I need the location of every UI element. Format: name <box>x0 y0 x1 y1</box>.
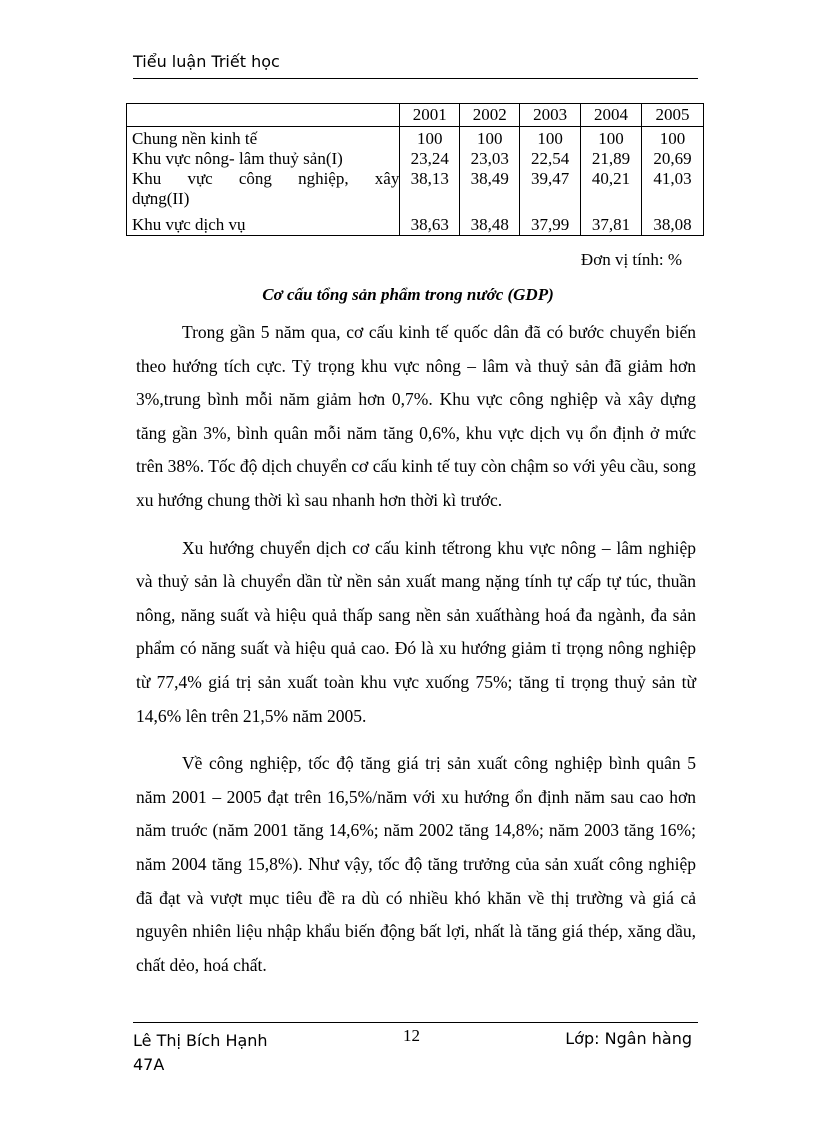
table-cell: 100 <box>581 127 642 150</box>
row-label-line: Khu vực công nghiệp, xây <box>132 169 400 188</box>
year-header: 2001 <box>400 104 460 127</box>
table-cell: 38,49 <box>460 169 520 209</box>
page-footer <box>133 1022 698 1074</box>
row-label: Chung nền kinh tế <box>127 127 400 150</box>
page-header <box>133 50 698 79</box>
paragraph: Xu hướng chuyển dịch cơ cấu kinh tếtrong khu vực nông – lâm nghiệp và thuỷ sản là chuyển dần từ nền sản xuất mang nặng tính tự cấp tự túc, thuần nông, năng suất và hiệu quả thấp sang nền sản xuấthàng hoá đa ngành, đa sản phẩm có năng suất và hiệu quả cao. Đó là xu hướng giảm tỉ trọng nông nghiệp từ 77,4% giá trị sản xuất toàn khu vực xuống 75%; tăng tỉ trọng thuỷ sản từ 14,6% lên trên 21,5% năm 2005. <box>136 537 696 726</box>
table-cell: 40,21 <box>581 169 642 209</box>
gdp-structure-table <box>126 103 704 236</box>
table-row <box>127 209 704 236</box>
table-cell: 100 <box>520 127 581 150</box>
table-header-row <box>127 104 704 127</box>
row-label-line: dựng(II) <box>132 189 190 208</box>
year-header: 2004 <box>581 104 642 127</box>
year-header: 2002 <box>460 104 520 127</box>
table-row <box>127 149 704 169</box>
footer-class: Lớp: Ngân hàng <box>565 1029 692 1048</box>
table-row <box>127 127 704 150</box>
table-cell: 100 <box>460 127 520 150</box>
table-cell: 100 <box>400 127 460 150</box>
row-label: Khu vực dịch vụ <box>127 209 400 236</box>
paragraph: Trong gần 5 năm qua, cơ cấu kinh tế quốc dân đã có bước chuyển biến theo hướng tích cực. Tỷ trọng khu vực nông – lâm và thuỷ sản đã giảm hơn 3%,trung bình mỗi năm giảm hơn 0,7%. Khu vực công nghiệp và xây dựng tăng gần 3%, bình quân mỗi năm tăng 0,6%, khu vực dịch vụ ổn định ở mức trên 38%. Tốc độ dịch chuyển cơ cấu kinh tế tuy còn chậm so với yêu cầu, song xu hướng chung thời kì sau nhanh hơn thời kì trước. <box>136 322 696 510</box>
table-cell: 23,24 <box>400 149 460 169</box>
table-cell: 39,47 <box>520 169 581 209</box>
table-cell: 21,89 <box>581 149 642 169</box>
row-label: Khu vực nông- lâm thuỷ sản(I) <box>127 149 400 169</box>
row-label <box>127 169 400 209</box>
table-cell: 23,03 <box>460 149 520 169</box>
table-cell: 38,13 <box>400 169 460 209</box>
table-cell: 37,99 <box>520 209 581 236</box>
table-cell: 100 <box>642 127 704 150</box>
year-header: 2005 <box>642 104 704 127</box>
table-cell: 37,81 <box>581 209 642 236</box>
table-corner-cell <box>127 104 400 127</box>
page-number: 12 <box>403 1026 420 1045</box>
table-row <box>127 169 704 209</box>
footer-author: Lê Thị Bích Hạnh 47A <box>133 1031 268 1074</box>
table-cell: 41,03 <box>642 169 704 209</box>
body-text <box>136 316 696 996</box>
header-title: Tiểu luận Triết học <box>133 52 280 71</box>
table-cell: 38,63 <box>400 209 460 236</box>
table-cell: 38,08 <box>642 209 704 236</box>
table-cell: 20,69 <box>642 149 704 169</box>
paragraph: Về công nghiệp, tốc độ tăng giá trị sản xuất công nghiệp bình quân 5 năm 2001 – 2005 đạt trên 16,5%/năm với xu hướng ổn định năm sau cao hơn năm truớc (năm 2001 tăng 14,6%; năm 2002 tăng 14,8%; năm 2003 tăng 16%; năm 2004 tăng 15,8%). Như vậy, tốc độ tăng trưởng của sản xuất công nghiệp đã đạt và vượt mục tiêu đề ra dù có nhiều khó khăn về thị trường và giá cả nguyên nhiên liệu nhập khẩu biến động bất lợi, nhất là tăng giá thép, xăng dầu, chất dẻo, hoá chất. <box>136 753 696 975</box>
year-header: 2003 <box>520 104 581 127</box>
table-cell: 22,54 <box>520 149 581 169</box>
table-caption: Cơ cấu tổng sản phẩm trong nước (GDP) <box>262 285 554 304</box>
unit-note: Đơn vị tính: % <box>580 250 682 269</box>
table-cell: 38,48 <box>460 209 520 236</box>
